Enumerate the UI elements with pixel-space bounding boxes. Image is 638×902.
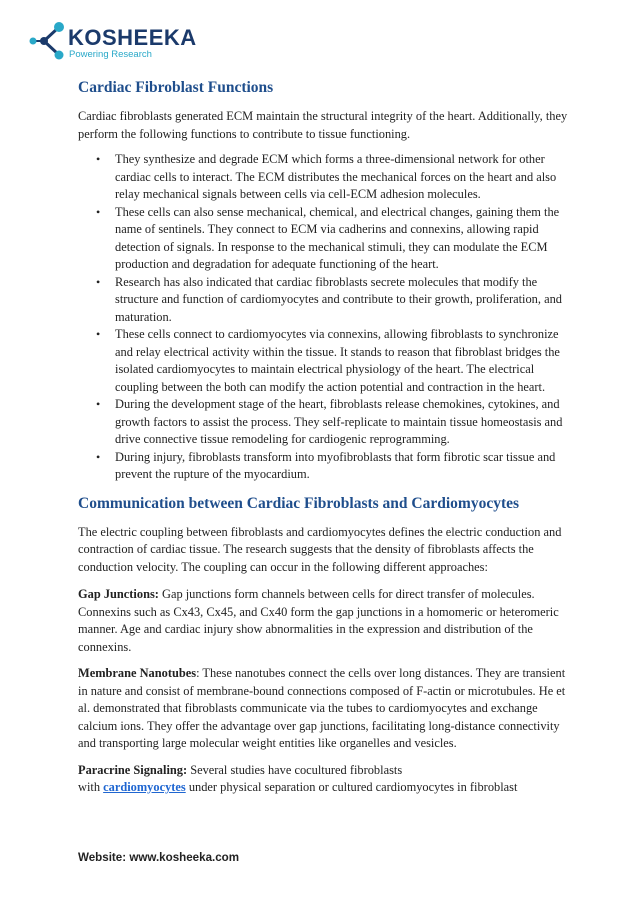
gap-junctions-paragraph — [78, 586, 568, 656]
molecule-icon — [28, 20, 68, 62]
cardiomyocytes-link[interactable]: cardiomyocytes — [103, 780, 186, 794]
nanotubes-text: : These nanotubes connect the cells over long distances. They are transient in nature and consist of membrane-bound connections composed of F-actin or microtubules. He et al. demonstrated that fibroblasts communicate via the tubes to cardiomyocytes and exchange calcium ions. They offer the advantage over gap junctions, facilitating long-distance connectivity and transporting large molecular weight entities like organelles and vesicles. — [78, 666, 566, 750]
gap-junctions-label: Gap Junctions: — [78, 587, 159, 601]
list-item: • These cells connect to cardiomyocytes via connexins, allowing fibroblasts to synchronize and relay electrical activity within the tissue. It stands to reason that fibroblast bridges the isolated cardiomyocytes to maintain electrical physiology of the heart. The electrical coupling between the both can modify the action potential and contraction in the heart. — [78, 326, 568, 396]
paracrine-label: Paracrine Signaling: — [78, 762, 188, 777]
functions-list — [78, 151, 568, 484]
paracrine-paragraph — [78, 762, 568, 797]
list-item: • These cells can also sense mechanical, chemical, and electrical changes, gaining them the name of sentinels. They connect to ECM via cadherins and connexins, allowing rapid detection of signals. In response to the mechanical stimuli, they can modulate the ECM production and degradation for adequate functioning of the heart. — [78, 204, 568, 274]
gap-junctions-text: Gap junctions form channels between cells for direct transfer of molecules. Connexins such as Cx43, Cx45, and Cx40 form the gap junctions in a homomeric or heteromeric manner. Age and cardiac injury show abnormalities in the expression and distribution of the connexins. — [78, 587, 559, 654]
list-item: • During the development stage of the heart, fibroblasts release chemokines, cytokines, and growth factors to assist the process. They self-replicate to maintain tissue homeostasis and drive connective tissue remodeling for cardiogenic reprogramming. — [78, 396, 568, 449]
nanotubes-label: Membrane Nanotubes — [78, 666, 197, 680]
list-item: • During injury, fibroblasts transform into myofibroblasts that form fibrotic scar tissue and prevent the rupture of the myocardium. — [78, 449, 568, 484]
footer-website: Website: www.kosheeka.com — [78, 851, 240, 864]
functions-intro: Cardiac fibroblasts generated ECM maintain the structural integrity of the heart. Additionally, they perform the following functions to contribute to tissue functioning. — [78, 109, 568, 141]
communication-intro: The electric coupling between fibroblasts and cardiomyocytes defines the electric conduction and contraction of cardiac tissue. The research suggests that the density of fibroblasts affects the conduction velocity. The coupling can occur in the following different approaches: — [78, 524, 562, 574]
nanotubes-paragraph — [78, 665, 568, 753]
list-item: • They synthesize and degrade ECM which forms a three-dimensional network for other cardiac cells to interact. The ECM distributes the mechanical forces on the heart and also relay mechanical signals between cells via cell-ECM adhesion molecules. — [78, 151, 568, 204]
kosheeka-logo — [28, 20, 208, 62]
section-heading-functions: Cardiac Fibroblast Functions — [78, 79, 274, 96]
paracrine-text-1: Several studies have cocultured fibroblasts — [187, 762, 403, 777]
list-item: • Research has also indicated that cardiac fibroblasts secrete molecules that modify the structure and function of cardiomyocytes and contribute to their growth, proliferation, and maturation. — [78, 274, 568, 327]
paracrine-text-2: with — [78, 780, 104, 794]
document-body — [78, 78, 568, 797]
paracrine-text-3: under physical separation or cultured cardiomyocytes in fibroblast — [185, 780, 518, 794]
logo-wordmark: KOSHEEKA — [68, 25, 197, 50]
section-heading-communication: Communication between Cardiac Fibroblasts and Cardiomyocytes — [78, 494, 520, 512]
logo-tagline: Powering Research — [69, 49, 152, 60]
